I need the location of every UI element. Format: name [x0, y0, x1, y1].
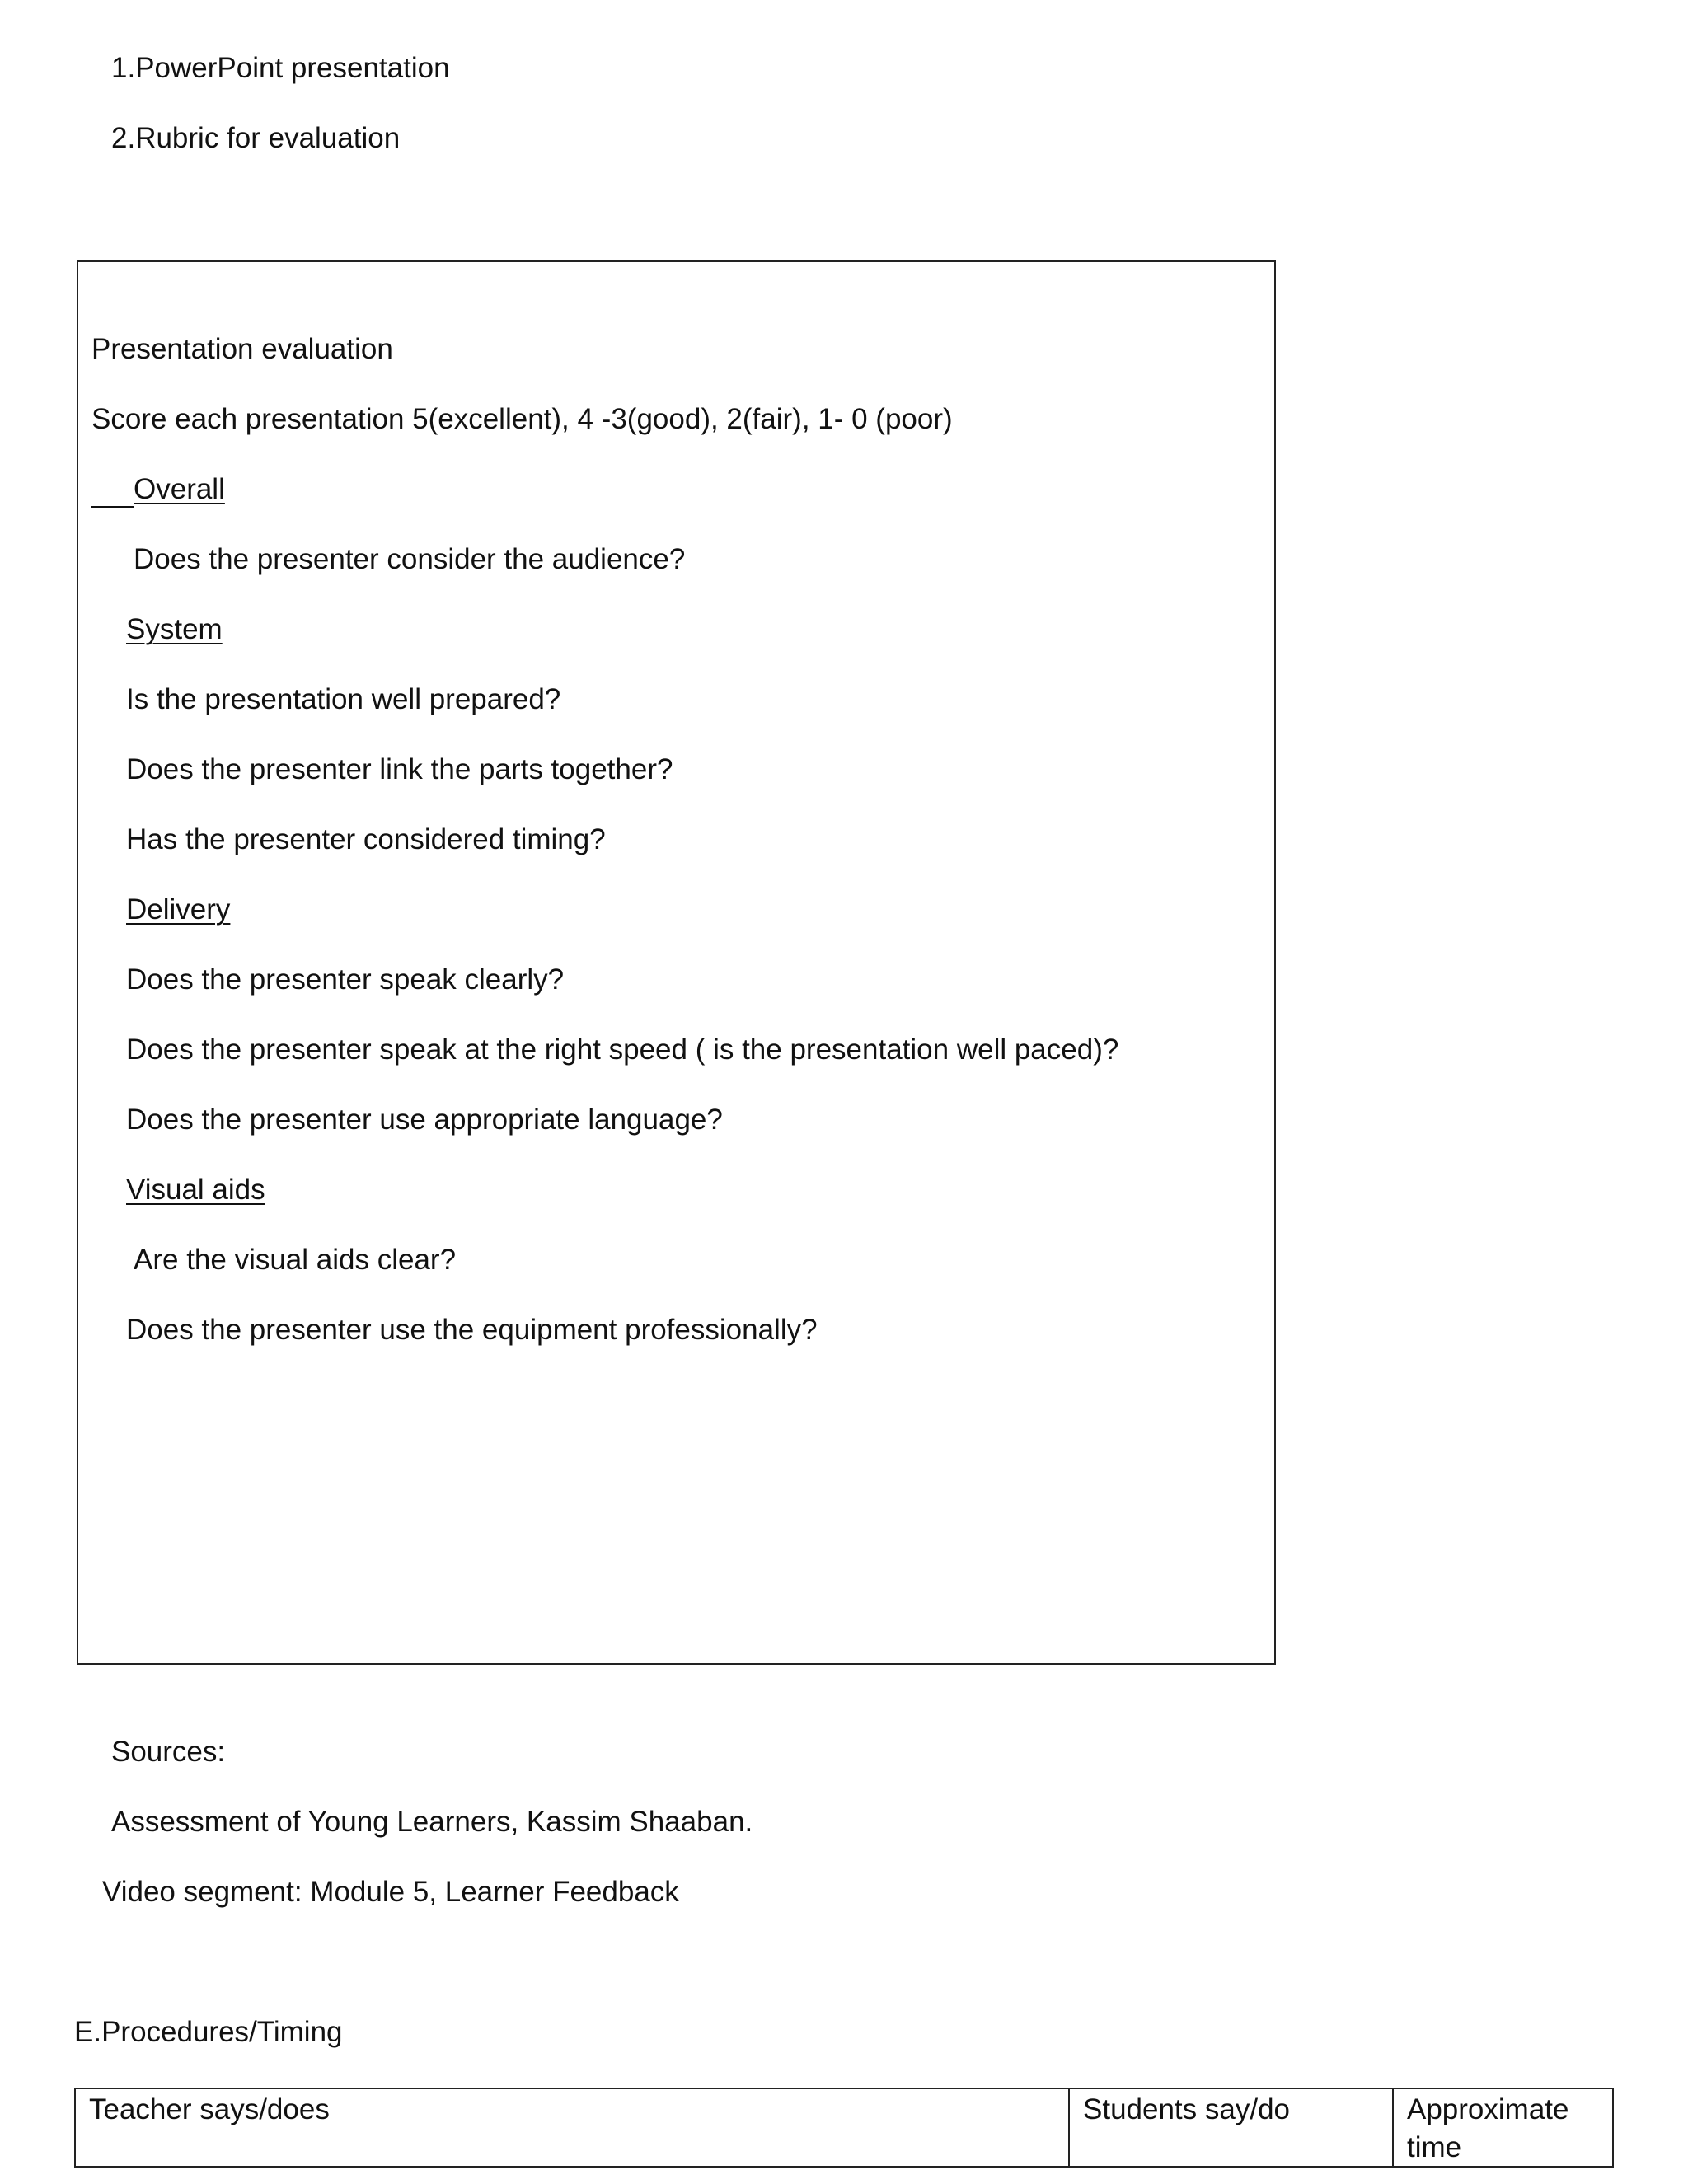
procedures-heading: E.Procedures/Timing: [74, 2016, 343, 2048]
scoring-instructions: Score each presentation 5(excellent), 4 -3(good), 2(fair), 1- 0 (poor): [91, 403, 953, 435]
section-heading-delivery: Delivery: [126, 893, 231, 926]
question-speak-clearly: Does the presenter speak clearly?: [126, 963, 565, 996]
source-book: Assessment of Young Learners, Kassim Shaaban.: [111, 1806, 753, 1838]
table-header-row: [75, 2088, 1613, 2167]
evaluation-title: Presentation evaluation: [91, 333, 393, 365]
question-timing: Has the presenter considered timing?: [126, 823, 606, 855]
source-video: Video segment: Module 5, Learner Feedback: [102, 1876, 679, 1908]
procedures-table: [74, 2088, 1614, 2168]
materials-item-1: 1.PowerPoint presentation: [111, 52, 450, 84]
question-consider-audience: Does the presenter consider the audience?: [134, 543, 686, 575]
question-right-speed: Does the presenter speak at the right speed ( is the presentation well paced)?: [126, 1033, 1119, 1066]
question-link-parts: Does the presenter link the parts together?: [126, 753, 673, 785]
materials-item-2: 2.Rubric for evaluation: [111, 122, 401, 154]
column-header-students: Students say/do: [1069, 2088, 1393, 2167]
section-heading-system: System: [126, 613, 223, 645]
overall-leading-rule: [91, 506, 134, 508]
question-visual-aids-clear: Are the visual aids clear?: [134, 1244, 457, 1276]
section-heading-overall: Overall: [134, 473, 225, 505]
column-header-time: Approximate time: [1393, 2088, 1613, 2167]
question-appropriate-language: Does the presenter use appropriate language?: [126, 1104, 723, 1136]
section-heading-visual-aids: Visual aids: [126, 1174, 265, 1206]
question-equipment: Does the presenter use the equipment professionally?: [126, 1314, 818, 1346]
question-well-prepared: Is the presentation well prepared?: [126, 683, 561, 715]
column-header-teacher: Teacher says/does: [75, 2088, 1069, 2167]
sources-label: Sources:: [111, 1736, 226, 1768]
